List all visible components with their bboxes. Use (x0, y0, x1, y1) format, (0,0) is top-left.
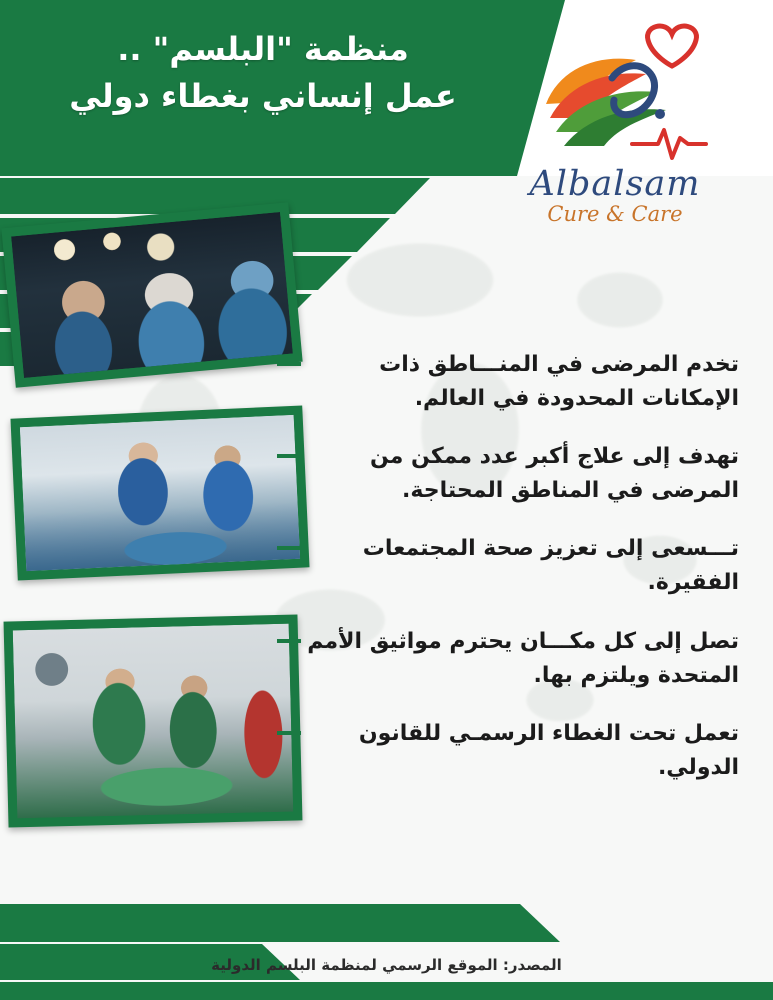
list-item (277, 532, 747, 600)
bullet-text: تعمل تحت الغطاء الرسمـي للقانون الدولي. (358, 720, 739, 780)
bullet-text: تخدم المرضى في المنـــاطق ذات الإمكانات المحدودة في العالم. (379, 352, 739, 412)
photo-card-1 (1, 202, 302, 387)
photo-image-1 (11, 212, 293, 378)
bottom-strip (0, 982, 773, 1000)
logo-name: Albalsam (529, 164, 701, 204)
bullet-dash-icon (277, 362, 301, 366)
photo-image-2 (20, 415, 300, 571)
source-caption: المصدر: الموقع الرسمي لمنظمة البلسم الدولية (211, 956, 562, 974)
page-title-line-2: عمل إنساني بغطاء دولي (69, 77, 457, 116)
bullet-list (277, 348, 747, 809)
page-title-line-1: منظمة "البلسم" .. (117, 30, 409, 68)
list-item (277, 348, 747, 416)
bullet-dash-icon (277, 731, 301, 735)
list-item (277, 625, 747, 693)
bullet-dash-icon (277, 639, 301, 643)
list-item (277, 717, 747, 785)
bullet-text: تصل إلى كل مكـــان يحترم مواثيق الأمم المتحدة ويلتزم بها. (307, 628, 739, 688)
logo (485, 18, 745, 268)
photo-card-2 (10, 405, 309, 580)
decor-bottom-chevron-1 (0, 904, 560, 942)
bullet-dash-icon (277, 546, 301, 550)
bullet-text: تـــسعى إلى تعزيز صحة المجتمعات الفقيرة. (362, 536, 739, 596)
logo-mark-icon (520, 18, 710, 168)
logo-tagline: Cure & Care (547, 202, 683, 226)
photo-image-3 (13, 624, 294, 819)
bullet-dash-icon (277, 454, 301, 458)
list-item (277, 440, 747, 508)
page-title (53, 26, 473, 121)
photo-card-3 (4, 614, 303, 827)
bullet-text: تهدف إلى علاج أكبر عدد ممكن من المرضى في المناطق المحتاجة. (369, 444, 739, 504)
